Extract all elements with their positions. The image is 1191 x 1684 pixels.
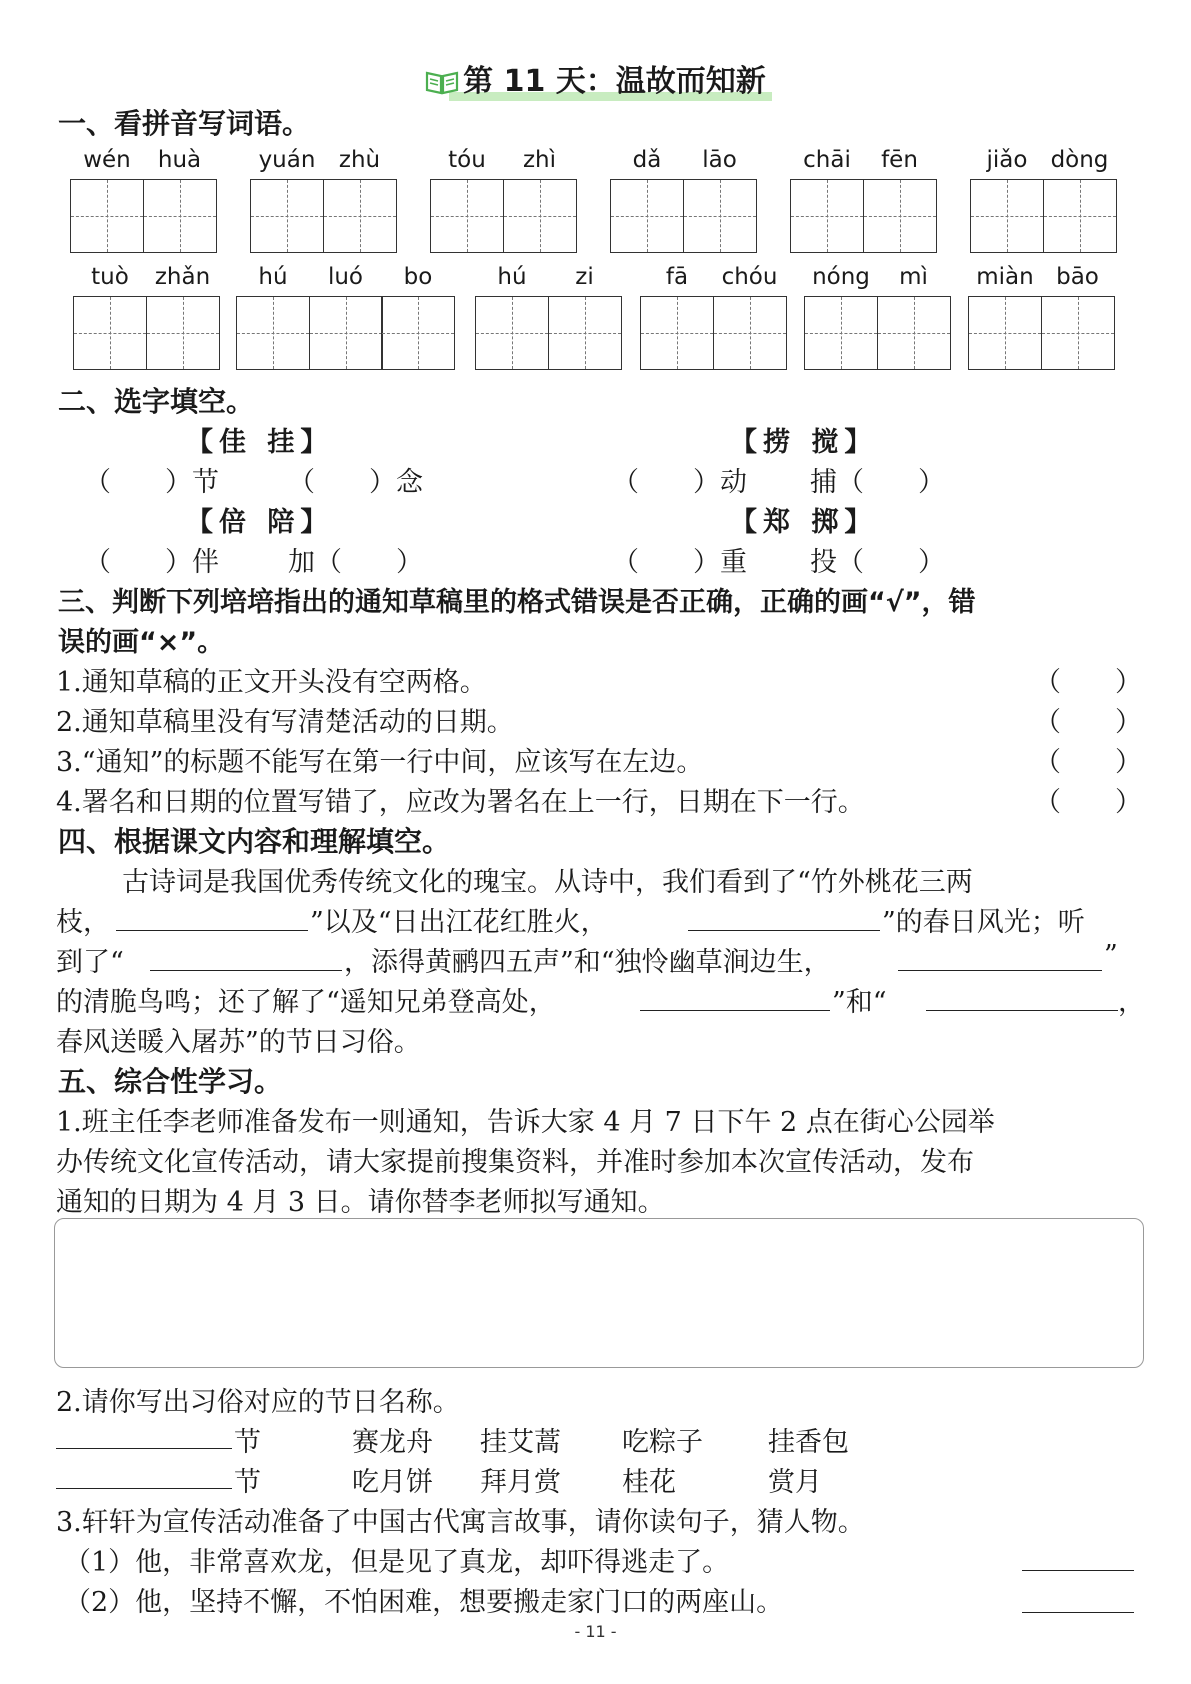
custom-1-2: 挂艾蒿	[480, 1427, 561, 1458]
custom-2-1: 吃月饼	[352, 1467, 433, 1498]
tianzige-cell[interactable]	[503, 179, 577, 253]
tianzige-cell[interactable]	[73, 296, 147, 370]
writing-grid	[250, 179, 395, 253]
pinyin-label: chóu	[721, 264, 778, 290]
tianzige-cell[interactable]	[70, 179, 144, 253]
pinyin-label: jiǎo	[986, 147, 1028, 173]
tianzige-cell[interactable]	[970, 179, 1044, 253]
writing-grid	[610, 179, 755, 253]
pinyin-label: hú	[258, 264, 288, 290]
fill-line-4b: ”和“	[832, 987, 887, 1018]
section-1-heading: 一、看拼音写词语。	[58, 107, 311, 140]
q3-answer-1[interactable]	[1022, 1570, 1134, 1571]
choice-blank-3b[interactable]: 加（ ）	[288, 547, 423, 578]
fill-line-3c: ”	[1104, 940, 1118, 971]
page-number: - 11 -	[574, 1622, 617, 1641]
choice-bracket-4: 【郑 掷】	[730, 507, 878, 538]
tianzige-cell[interactable]	[475, 296, 549, 370]
notice-answer-box[interactable]	[54, 1218, 1144, 1368]
pinyin-label: chāi	[803, 147, 851, 173]
choice-blank-1b[interactable]: （ ）念	[288, 467, 423, 498]
pinyin-label: lāo	[702, 147, 737, 173]
custom-2-3: 桂花	[622, 1467, 676, 1498]
judge-answer-3[interactable]: （ ）	[1034, 747, 1142, 778]
writing-grid	[968, 296, 1113, 370]
pinyin-label: wén	[83, 147, 131, 173]
judge-answer-1[interactable]: （ ）	[1034, 667, 1142, 698]
writing-grid	[430, 179, 575, 253]
q1-line-1: 1.班主任李老师准备发布一则通知，告诉大家 4 月 7 日下午 2 点在街心公园举	[56, 1107, 995, 1138]
choice-blank-1a[interactable]: （ ）节	[84, 467, 219, 498]
festival-blank-1[interactable]	[56, 1448, 232, 1449]
pinyin-label: zi	[575, 264, 594, 290]
pinyin-label: zhǎn	[154, 264, 211, 290]
pinyin-label: miàn	[976, 264, 1034, 290]
section-5-heading: 五、综合性学习。	[58, 1065, 283, 1098]
fill-blank-4[interactable]	[898, 970, 1102, 971]
q1-line-3: 通知的日期为 4 月 3 日。请你替李老师拟写通知。	[56, 1187, 665, 1218]
writing-grid	[475, 296, 620, 370]
fill-line-3b: ，添得黄鹂四五声”和“独怜幽草涧边生，	[344, 947, 831, 978]
tianzige-cell[interactable]	[548, 296, 622, 370]
festival-suffix-1: 节	[234, 1427, 261, 1458]
writing-grid	[970, 179, 1115, 253]
pinyin-label: huà	[157, 147, 202, 173]
tianzige-cell[interactable]	[804, 296, 878, 370]
writing-grid	[70, 179, 215, 253]
festival-suffix-2: 节	[234, 1467, 261, 1498]
festival-blank-2[interactable]	[56, 1488, 232, 1489]
tianzige-cell[interactable]	[877, 296, 951, 370]
tianzige-cell[interactable]	[236, 296, 310, 370]
tianzige-cell[interactable]	[250, 179, 324, 253]
tianzige-cell[interactable]	[309, 296, 383, 370]
writing-grid	[790, 179, 935, 253]
fill-blank-5[interactable]	[640, 1010, 830, 1011]
fill-line-2a: 枝，	[56, 907, 110, 938]
pinyin-label: nóng	[812, 264, 870, 290]
tianzige-cell[interactable]	[430, 179, 504, 253]
writing-grid	[236, 296, 454, 370]
fill-line-5: 春风送暖入屠苏”的节日习俗。	[56, 1027, 421, 1058]
tianzige-cell[interactable]	[683, 179, 757, 253]
tianzige-cell[interactable]	[143, 179, 217, 253]
judge-answer-4[interactable]: （ ）	[1034, 787, 1142, 818]
pinyin-label: bo	[403, 264, 433, 290]
fill-blank-3[interactable]	[150, 970, 342, 971]
custom-1-3: 吃粽子	[622, 1427, 703, 1458]
page-title	[0, 56, 1191, 103]
tianzige-cell[interactable]	[640, 296, 714, 370]
pinyin-label: luó	[327, 264, 364, 290]
fill-blank-1[interactable]	[116, 930, 308, 931]
q3-item-2: （2）他，坚持不懈，不怕困难，想要搬走家门口的两座山。	[64, 1587, 784, 1618]
tianzige-cell[interactable]	[863, 179, 937, 253]
choice-blank-4b[interactable]: 投（ ）	[810, 547, 945, 578]
tianzige-cell[interactable]	[610, 179, 684, 253]
choice-bracket-1: 【佳 挂】	[186, 427, 334, 458]
judge-item-2: 2.通知草稿里没有写清楚活动的日期。	[56, 707, 514, 738]
fill-line-3a: 到了“	[56, 947, 124, 978]
choice-blank-2b[interactable]: 捕（ ）	[810, 467, 945, 498]
section-3-heading-line1: 三、判断下列培培指出的通知草稿里的格式错误是否正确，正确的画“√”，错	[58, 587, 976, 618]
tianzige-cell[interactable]	[968, 296, 1042, 370]
writing-grid	[640, 296, 785, 370]
section-4-heading: 四、根据课文内容和理解填空。	[58, 825, 451, 858]
tianzige-cell[interactable]	[1041, 296, 1115, 370]
choice-bracket-2: 【捞 搅】	[730, 427, 878, 458]
pinyin-label: yuán	[258, 147, 316, 173]
pinyin-label: bāo	[1056, 264, 1099, 290]
judge-item-1: 1.通知草稿的正文开头没有空两格。	[56, 667, 487, 698]
custom-1-4: 挂香包	[768, 1427, 849, 1458]
fill-line-2c: ”的春日风光；听	[882, 907, 1085, 938]
pinyin-label: fēn	[881, 147, 918, 173]
choice-blank-4a[interactable]: （ ）重	[612, 547, 747, 578]
fill-line-1: 古诗词是我国优秀传统文化的瑰宝。从诗中，我们看到了“竹外桃花三两	[122, 867, 973, 898]
pinyin-label: fā	[665, 264, 689, 290]
writing-grid	[804, 296, 949, 370]
tianzige-cell[interactable]	[381, 296, 455, 370]
judge-answer-2[interactable]: （ ）	[1034, 707, 1142, 738]
custom-2-4: 赏月	[768, 1467, 822, 1498]
custom-2-2: 拜月赏	[480, 1467, 561, 1498]
judge-item-4: 4.署名和日期的位置写错了，应改为署名在上一行，日期在下一行。	[56, 787, 865, 818]
custom-1-1: 赛龙舟	[352, 1427, 433, 1458]
q1-line-2: 办传统文化宣传活动，请大家提前搜集资料，并准时参加本次宣传活动，发布	[56, 1147, 974, 1178]
choice-bracket-3: 【倍 陪】	[186, 507, 334, 538]
title-text: 第 11 天：温故而知新	[463, 64, 766, 99]
choice-blank-3a[interactable]: （ ）伴	[84, 547, 219, 578]
pinyin-label: dǎ	[632, 147, 662, 173]
tianzige-cell[interactable]	[323, 179, 397, 253]
fill-line-2b: ”以及“日出江花红胜火，	[310, 907, 608, 938]
fill-line-4c: ，	[1118, 987, 1145, 1018]
q2-text: 2.请你写出习俗对应的节日名称。	[56, 1387, 460, 1418]
section-2-heading: 二、选字填空。	[58, 385, 255, 418]
pinyin-label: zhì	[522, 147, 557, 173]
section-3-heading-line2: 误的画“×”。	[58, 627, 225, 658]
pinyin-label: mì	[899, 264, 928, 290]
tianzige-cell[interactable]	[146, 296, 220, 370]
q3-answer-2[interactable]	[1022, 1612, 1134, 1613]
tianzige-cell[interactable]	[1043, 179, 1117, 253]
pinyin-label: hú	[497, 264, 527, 290]
fill-blank-6[interactable]	[926, 1010, 1118, 1011]
fill-blank-2[interactable]	[688, 930, 880, 931]
tianzige-cell[interactable]	[713, 296, 787, 370]
judge-item-3: 3.“通知”的标题不能写在第一行中间，应该写在左边。	[56, 747, 704, 778]
choice-blank-2a[interactable]: （ ）动	[612, 467, 747, 498]
writing-grid	[73, 296, 218, 370]
q3-item-1: （1）他，非常喜欢龙，但是见了真龙，却吓得逃走了。	[64, 1547, 730, 1578]
pinyin-label: zhù	[338, 147, 381, 173]
pinyin-label: dòng	[1050, 147, 1109, 173]
q3-text: 3.轩轩为宣传活动准备了中国古代寓言故事，请你读句子，猜人物。	[56, 1507, 865, 1538]
fill-line-4a: 的清脆鸟鸣；还了解了“遥知兄弟登高处，	[56, 987, 556, 1018]
book-icon	[425, 68, 459, 103]
pinyin-label: tuò	[91, 264, 129, 290]
tianzige-cell[interactable]	[790, 179, 864, 253]
pinyin-label: tóu	[448, 147, 486, 173]
